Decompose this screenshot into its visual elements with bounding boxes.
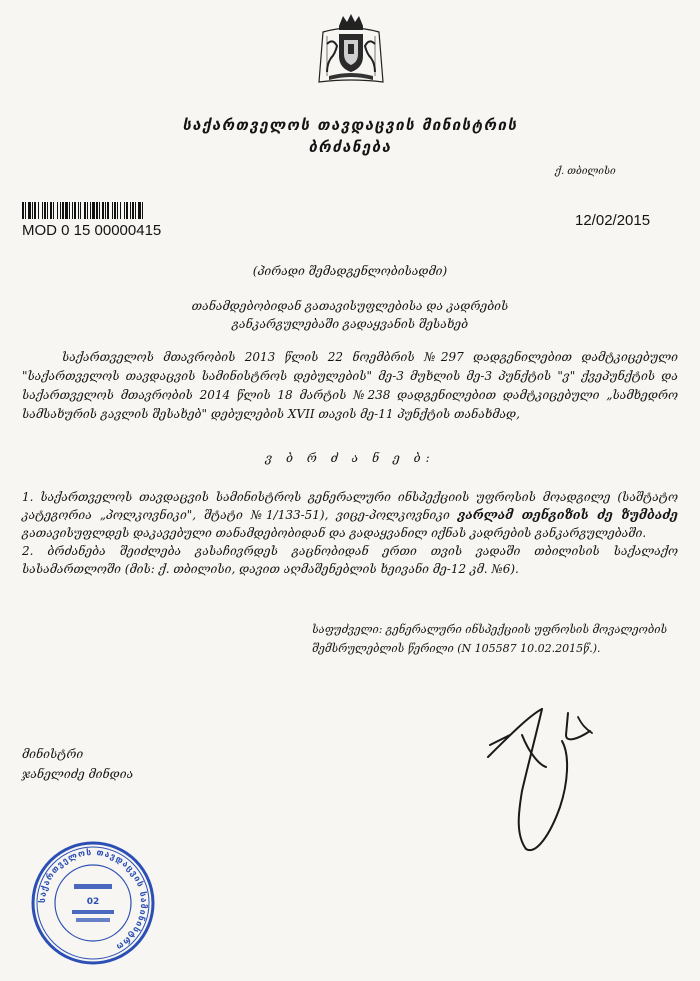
barcode-bar — [62, 202, 64, 219]
subject-line-1: თანამდებობიდან გათავისუფლებისა და კადრების — [191, 299, 509, 313]
barcode — [22, 202, 212, 219]
basis-line-2: შემსრულებლის წერილი (N 105587 10.02.2015წ.). — [312, 642, 601, 655]
barcode-bar — [80, 202, 81, 219]
barcode-bar — [44, 202, 46, 219]
basis-note — [312, 620, 682, 658]
barcode-bar — [132, 202, 134, 219]
barcode-bar — [47, 202, 48, 219]
barcode-bar — [124, 202, 125, 219]
barcode-bar — [69, 202, 70, 219]
barcode-bar — [112, 202, 113, 219]
document-type-heading: ბრძანება — [308, 138, 392, 156]
barcode-bar — [87, 202, 88, 219]
barcode-bar — [74, 202, 76, 219]
barcode-bar — [28, 202, 31, 219]
barcode-bar — [38, 202, 39, 219]
barcode-bar — [22, 202, 24, 219]
barcode-bar — [53, 202, 54, 219]
barcode-bar — [78, 202, 79, 219]
stamp-number: 02 — [86, 897, 100, 907]
barcode-bar — [107, 202, 109, 219]
document-date: 12/02/2015 — [575, 212, 651, 229]
barcode-bar — [135, 202, 136, 219]
item-1-text-start: 1. საქართველოს თავდაცვის სამინისტროს გენერალური ინსპექციის უფროსის მოადგილე (საშტატო კატეგორია „პოლკოვნიკი", შტატი №1/133-51), ვიცე-პოლკოვნიკი — [22, 490, 678, 522]
coat-of-arms-logo — [313, 10, 389, 86]
barcode-bar — [60, 202, 61, 219]
barcode-bar — [90, 202, 91, 219]
document-number: MOD 0 15 00000415 — [22, 222, 162, 239]
subject-line-2: განკარგულებაში გადაყვანის შესახებ — [231, 317, 469, 331]
order-items — [22, 488, 678, 578]
barcode-bar — [50, 202, 52, 219]
barcode-bar — [96, 202, 98, 219]
barcode-bar — [120, 202, 121, 219]
barcode-bar — [42, 202, 43, 219]
barcode-bar — [25, 202, 26, 219]
barcode-bar — [32, 202, 33, 219]
barcode-bar — [114, 202, 116, 219]
barcode-bar — [130, 202, 131, 219]
order-declaration: ვ ბ რ ძ ა ნ ე ბ: — [265, 451, 435, 465]
barcode-bar — [105, 202, 106, 219]
official-stamp — [28, 838, 158, 968]
order-subject — [120, 297, 580, 333]
barcode-bar — [126, 202, 128, 219]
stamp-ring-text: საქართველოს თავდაცვის სამინისტრო — [37, 847, 149, 952]
barcode-bar — [138, 202, 141, 219]
officer-name: ვარლამ თენგიზის ძე ზუმბაძე — [457, 507, 678, 522]
signatory-title: მინისტრი — [22, 747, 84, 761]
preamble-paragraph: საქართველოს მთავრობის 2013 წლის 22 ნოემბრის №297 დადგენილებით დამტკიცებული "საქართველოს თავდაცვის სამინისტროს დებულების" მე-3 მუხლის მე-3 პუნქტის "ვ" ქვეპუნქტის და საქართველოს მთავრობის 2014 წლის 18 მარტის №238 დადგენილებით დამტკიცებული „სამხედრო სამსახურის გავლის შესახებ" დებულების XVII თავის მე-11 პუნქტის თანახმად, — [22, 350, 678, 421]
city-label: ქ. თბილისი — [555, 166, 616, 177]
barcode-bar — [65, 202, 68, 219]
handwritten-signature — [470, 695, 610, 855]
item-1-text-end: გათავისუფლდეს დაკავებული თანამდებობიდან და გადაყვანილ იქნას კადრების განკარგულებაში. — [22, 526, 647, 540]
order-category: (პირადი შემადგენლობისადმი) — [252, 264, 448, 278]
barcode-bar — [142, 202, 143, 219]
barcode-bar — [34, 202, 36, 219]
basis-line-1: საფუძველი: გენერალური ინსპექციის უფროსის მოვალეობის — [312, 623, 668, 636]
barcode-bar — [84, 202, 86, 219]
ministry-heading: საქართველოს თავდაცვის მინისტრის — [182, 116, 518, 134]
signatory-name: ჯანელიძე მინდია — [22, 767, 134, 781]
barcode-bar — [99, 202, 100, 219]
barcode-bar — [92, 202, 95, 219]
barcode-bar — [72, 202, 73, 219]
barcode-bar — [57, 202, 58, 219]
order-item-2: 2. ბრძანება შეიძლება გასაჩივრდეს გაცნობიდან ერთი თვის ვადაში თბილისის საქალაქო სასამართლოში (მის: ქ. თბილისი, დავით აღმაშენებლის ხეივანი მე-12 კმ. №6). — [22, 544, 678, 576]
barcode-bar — [117, 202, 118, 219]
order-item-1 — [22, 488, 678, 542]
barcode-bar — [102, 202, 104, 219]
